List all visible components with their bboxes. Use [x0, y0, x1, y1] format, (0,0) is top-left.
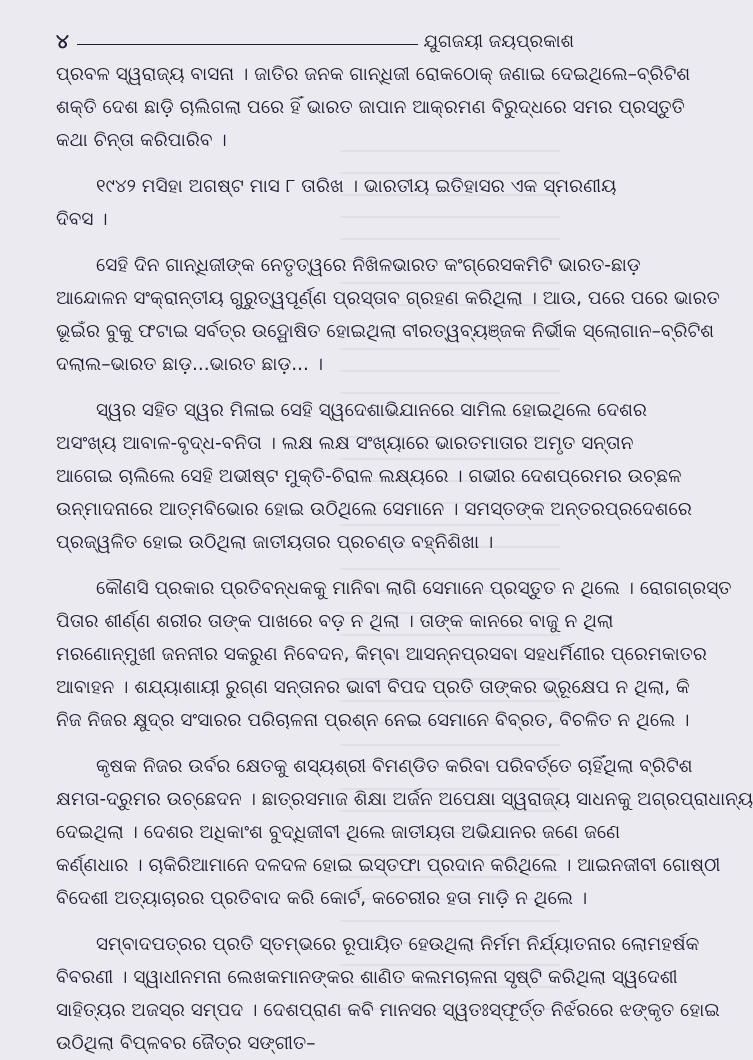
- text-line: ପିତାର ଶୀର୍ଣ୍ଣ ଶରୀର ତାଙ୍କ ପାଖରେ ବଡ଼ ନ ଥିଲା । ତାଙ୍କ କାନରେ ବାଜୁ ନ ଥିଲା: [56, 611, 614, 632]
- paragraph: [56, 249, 720, 381]
- text-line: ଆବାହନ । ଶଯ୍ୟାଶାୟୀ ରୁଗ୍ଣ ସନ୍ତାନର ଭାବୀ ବିପଦ ପ୍ରତି ତାଙ୍କର ଭ୍ରୂକ୍ଷେପ ନ ଥିଲା, କି: [56, 677, 690, 698]
- text-line: ସମ୍ବାଦପତ୍ରର ପ୍ରତି ସ୍ତମ୍ଭରେ ରୂପାୟିତ ହେଉଥିଲା ନିର୍ମମ ନିର୍ଯ୍ୟାତନାର ଲୋମହର୍ଷକ: [96, 934, 700, 955]
- text-line: ଶକ୍ତି ଦେଶ ଛାଡ଼ି ଚାଲିଗଲା ପରେ ହିଁ ଭାରତ ଜାପାନ ଆକ୍ରମଣ ବିରୁଦ୍ଧରେ ସମର ପ୍ରସ୍ତୁତି: [56, 97, 685, 118]
- text-line: ବିଦେଶୀ ଅତ୍ୟାଚାରର ପ୍ରତିବାଦ କରି କୋର୍ଟ, କଚେରୀର ହତା ମାଡ଼ି ନ ଥିଲେ ।: [56, 888, 588, 909]
- text-line: ଉନ୍ମାଦନାରେ ଆତ୍ମବିଭୋର ହୋଇ ଉଠିଥିଲେ ସେମାନେ । ସମସ୍ତଙ୍କ ଅନ୍ତରପ୍ରଦେଶରେ: [56, 499, 692, 520]
- body-text: [56, 58, 753, 1060]
- text-line: ସେହି ଦିନ ଗାନ୍ଧିଜୀଙ୍କ ନେତୃତ୍ୱରେ ନିଖିଳଭାରତ କଂଗ୍ରେସକମିଟି ଭାରତ-ଛାଡ଼: [96, 255, 641, 276]
- text-line: ପ୍ରଜ୍ୱଳିତ ହୋଇ ଉଠିଥିଲା ଜାତୀୟତାର ପ୍ରଚଣ୍ଡ ବହ୍ନିଶିଖା ।: [56, 532, 494, 553]
- header-rule: [77, 44, 418, 45]
- text-line: ସ୍ୱର ସହିତ ସ୍ୱର ମିଳାଇ ସେହି ସ୍ୱଦେଶାଭିଯାନରେ ସାମିଲ ହୋଇଥିଲେ ଦେଶର: [96, 400, 647, 421]
- text-line: ସାହିତ୍ୟର ଅଜସ୍ର ସମ୍ପଦ । ଦେଶପ୍ରାଣ କବି ମାନସର ସ୍ୱତଃସ୍ଫୂର୍ତ୍ତ ନିର୍ଝରରେ ଝଙ୍କୃତ ହୋଇ: [56, 1000, 720, 1021]
- text-line: ନିଜ ନିଜର କ୍ଷୁଦ୍ର ସଂସାରର ପରିଚାଳନା ପ୍ରଶ୍ନ ନେଇ ସେମାନେ ବିବ୍ରତ, ବିଚଳିତ ନ ଥିଲେ ।: [56, 710, 690, 731]
- text-line: କ୍ଷମତା-ଦ୍ରୁମର ଉଚ୍ଛେଦନ । ଛାତ୍ରସମାଜ ଶିକ୍ଷା ଅର୍ଜନ ଅପେକ୍ଷା ସ୍ୱରାଜ୍ୟ ସାଧନକୁ ଅଗ୍ରପ୍ରାଧାନ୍ୟ: [56, 789, 753, 810]
- text-line: ଆନ୍ଦୋଳନ ସଂକ୍ରାନ୍ତୀୟ ଗୁରୁତ୍ୱପୂର୍ଣ୍ଣ ପ୍ରସ୍ତାବ ଗ୍ରହଣ କରିଥିଲା । ଆଉ, ପରେ ପରେ ଭାରତ: [56, 288, 720, 309]
- page-number: ୪: [56, 29, 69, 53]
- text-line: ଦେଇଥିଲା । ଦେଶର ଅଧିକାଂଶ ବୁଦ୍ଧିଜୀବୀ ଥିଲେ ଜାତୀୟତା ଅଭିଯାନର ଜଣେ ଜଣେ: [56, 822, 621, 843]
- text-line: ପ୍ରବଳ ସ୍ୱରାଜ୍ୟ ବାସନା । ଜାତିର ଜନକ ଗାନ୍ଧିଜୀ ରୋକଠୋକ୍ ଜଣାଇ ଦେଇଥିଲେ–ବ୍ରିଟିଶ: [56, 64, 691, 85]
- text-line: ଅସଂଖ୍ୟ ଆବାଳ-ବୃଦ୍ଧ-ବନିତା । ଲକ୍ଷ ଲକ୍ଷ ସଂଖ୍ୟାରେ ଭାରତମାତାର ଅମୃତ ସନ୍ତାନ: [56, 433, 634, 454]
- text-line: କର୍ଣ୍ଣଧାର । ଚାକିରିଆମାନେ ଦଳଦଳ ହୋଇ ଇସ୍ତଫା ପ୍ରଦାନ କରିଥିଲେ । ଆଇନଜୀବୀ ଗୋଷ୍ଠୀ: [56, 855, 721, 876]
- text-line: ଭୂଇଁର ବୁକୁ ଫଟାଇ ସର୍ବତ୍ର ଉଦ୍ଘୋଷିତ ହୋଇଥିଲା ବୀରତ୍ୱବ୍ୟଞ୍ଜକ ନିର୍ଭୀକ ସ୍ଲୋଗାନ–ବ୍ରିଟିଶ: [56, 321, 715, 342]
- text-line: ଉଠିଥିଲା ବିପ୍ଳବର ଜୈତ୍ର ସଙ୍ଗୀତ–: [56, 1033, 316, 1054]
- paragraph: [56, 750, 753, 915]
- paragraph: [56, 58, 691, 157]
- page-header: [56, 28, 574, 54]
- running-title: ଯୁଗଜୟୀ ଜୟପ୍ରକାଶ: [423, 30, 574, 52]
- text-line: ଦଲାଲ–ଭାରତ ଛାଡ଼...ଭାରତ ଛାଡ଼... ।: [56, 354, 324, 375]
- paragraph: [56, 170, 617, 236]
- text-line: ୧୯୪୨ ମସିହା ଅଗଷ୍ଟ ମାସ ୮ ତାରିଖ । ଭାରତୀୟ ଇତିହାସର ଏକ ସ୍ମରଣୀୟ: [96, 176, 617, 197]
- text-line: କଥା ଚିନ୍ତା କରିପାରିବ ।: [56, 130, 227, 151]
- text-line: କୌଣସି ପ୍ରକାର ପ୍ରତିବନ୍ଧକକୁ ମାନିବା ଲାଗି ସେମାନେ ପ୍ରସ୍ତୁତ ନ ଥିଲେ । ରୋଗଗ୍ରସ୍ତ: [96, 578, 732, 599]
- text-line: ବିବରଣୀ । ସ୍ୱାଧୀନମନା ଲେଖକମାନଙ୍କର ଶାଣିତ କଲମଚାଳନା ସୃଷ୍ଟି କରିଥିଲା ସ୍ୱଦେଶୀ: [56, 967, 678, 988]
- paragraph: [56, 572, 732, 737]
- text-line: ମରଣୋନ୍ମୁଖୀ ଜନନୀର ସକରୁଣ ନିବେଦନ, କିମ୍ବା ଆସନ୍ନପ୍ରସବା ସହଧର୍ମିଣୀର ପ୍ରେମକାତର: [56, 644, 707, 665]
- paragraph: [56, 928, 720, 1060]
- text-line: ଆଗେଇ ଚାଲିଲେ ସେହି ଅଭୀଷ୍ଟ ମୁକ୍ତି-ଚିରାଳ ଲକ୍ଷ୍ୟରେ । ଗଭୀର ଦେଶପ୍ରେମର ଉଚ୍ଛଳ: [56, 466, 682, 487]
- text-line: କୃଷକ ନିଜର ଉର୍ବର କ୍ଷେତକୁ ଶସ୍ୟଶ୍ରୀ ବିମଣ୍ଡିତ କରିବା ପରିବର୍ତ୍ତେ ଚାହିଁଥିଲା ବ୍ରିଟିଶ: [96, 756, 693, 777]
- text-line: ଦିବସ ।: [56, 209, 108, 230]
- paragraph: [56, 394, 692, 559]
